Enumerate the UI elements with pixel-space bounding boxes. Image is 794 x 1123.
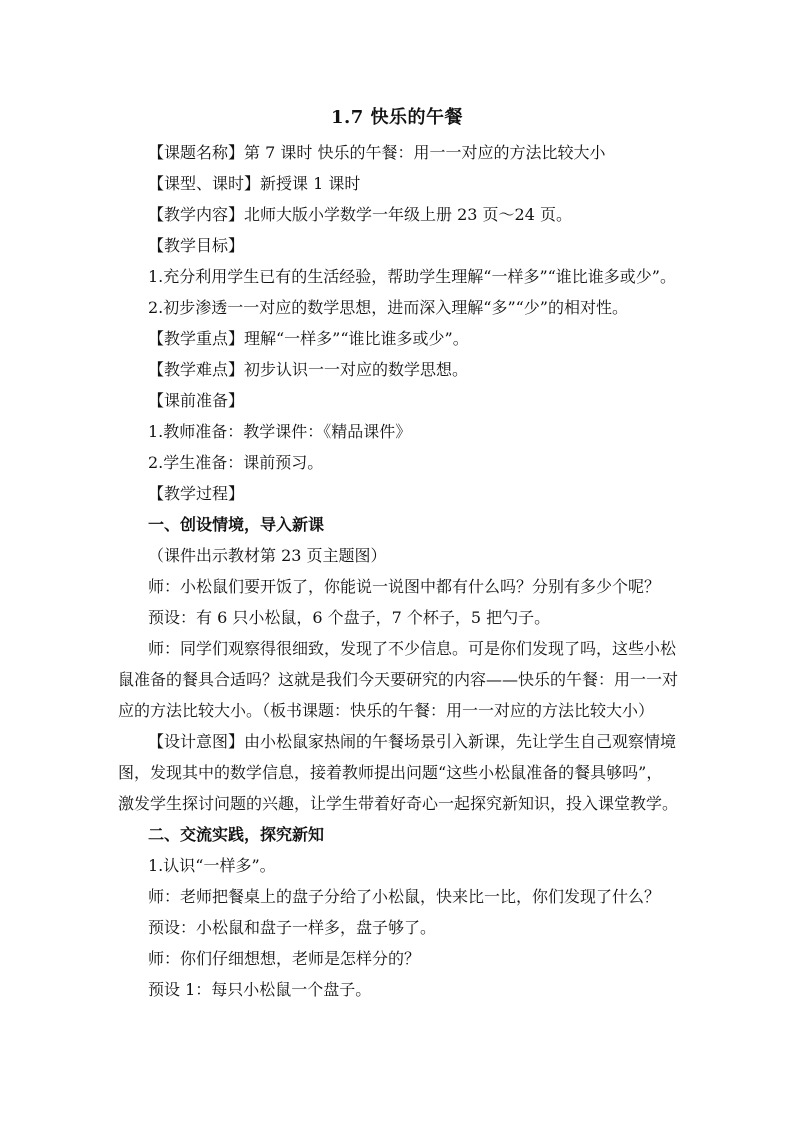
teaching-goals-heading: 【教学目标】 xyxy=(148,236,245,255)
preparation-heading: 【课前准备】 xyxy=(148,391,245,410)
paragraph-line: 师：老师把餐桌上的盘子分给了小松鼠，快来比一比，你们发现了什么？ xyxy=(148,887,661,906)
teaching-focus: 【教学重点】理解“一样多”“谁比谁多或少”。 xyxy=(148,329,469,348)
process-heading: 【教学过程】 xyxy=(148,484,245,503)
paragraph-line: 【设计意图】由小松鼠家热闹的午餐场景引入新课，先让学生自己观察情境 xyxy=(148,732,677,751)
document-title: 1.7 快乐的午餐 xyxy=(330,107,464,128)
goal-item-1: 1.充分利用学生已有的生活经验，帮助学生理解“一样多”“谁比谁多或少”。 xyxy=(148,267,676,286)
teaching-difficulty: 【教学难点】初步认识一一对应的数学思想。 xyxy=(148,360,469,379)
paragraph-line: 鼠准备的餐具合适吗？这就是我们今天要研究的内容——快乐的午餐：用一一对 xyxy=(118,670,679,689)
paragraph-line: 预设 1：每只小松鼠一个盘子。 xyxy=(148,980,372,999)
section-1-heading: 一、创设情境，导入新课 xyxy=(148,515,325,534)
student-preparation: 2.学生准备：课前预习。 xyxy=(148,453,324,472)
teaching-content: 【教学内容】北师大版小学数学一年级上册 23 页～24 页。 xyxy=(148,205,572,224)
section-2-heading: 二、交流实践，探究新知 xyxy=(148,825,325,844)
paragraph-line: 激发学生探讨问题的兴趣，让学生带着好奇心一起探究新知识，投入课堂教学。 xyxy=(118,794,679,813)
goal-item-2: 2.初步渗透一一对应的数学思想，进而深入理解“多”“少”的相对性。 xyxy=(148,298,628,317)
paragraph-line: 图，发现其中的数学信息，接着教师提出问题“这些小松鼠准备的餐具够吗”， xyxy=(118,763,663,782)
paragraph-line: 1.认识“一样多”。 xyxy=(148,856,276,875)
teacher-preparation: 1.教师准备：教学课件：《精品课件》 xyxy=(148,422,412,441)
lesson-type: 【课型、课时】新授课 1 课时 xyxy=(148,174,361,193)
paragraph-line: 应的方法比较大小。（板书课题：快乐的午餐：用一一对应的方法比较大小） xyxy=(118,701,655,720)
paragraph-line: 预设：有 6 只小松鼠，6 个盘子，7 个杯子，5 把勺子。 xyxy=(148,608,551,627)
paragraph-line: 师：同学们观察得很细致，发现了不少信息。可是你们发现了吗，这些小松 xyxy=(148,639,677,658)
paragraph-line: 师：你们仔细想想，老师是怎样分的？ xyxy=(148,949,421,968)
courseware-note: （课件出示教材第 23 页主题图） xyxy=(148,546,387,565)
lesson-name: 【课题名称】第 7 课时 快乐的午餐：用一一对应的方法比较大小 xyxy=(148,143,606,162)
paragraph-line: 预设：小松鼠和盘子一样多，盘子够了。 xyxy=(148,918,437,937)
paragraph-line: 师：小松鼠们要开饭了，你能说一说图中都有什么吗？分别有多少个呢？ xyxy=(148,577,661,596)
